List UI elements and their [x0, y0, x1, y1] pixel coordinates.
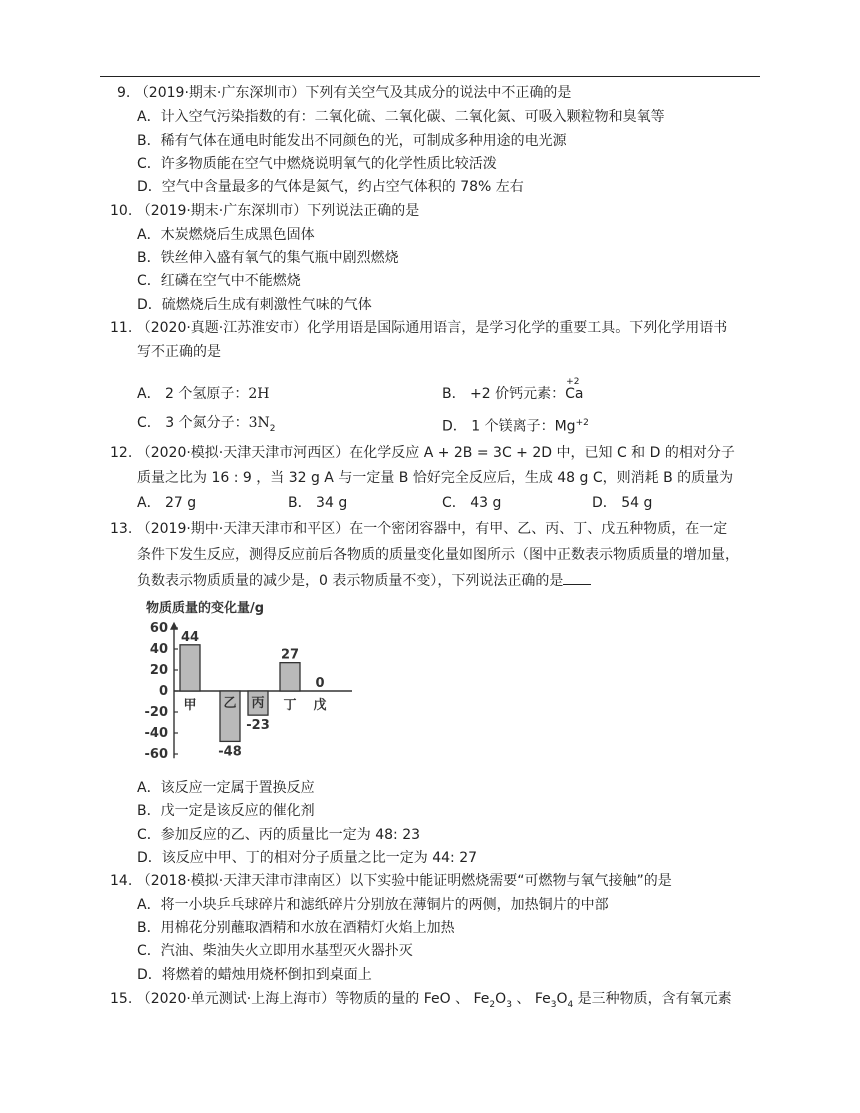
q11-line1	[110, 319, 727, 337]
q14-number: 14.	[110, 873, 133, 889]
q12-option-c[interactable]: C． 43 g	[442, 495, 502, 511]
q10-option-c[interactable]: C．红磷在空气中不能燃烧	[137, 273, 301, 289]
q10-number: 10.	[110, 203, 133, 219]
q11-c-label: C． 3 个氮分子：	[137, 415, 249, 431]
q13-option-d[interactable]: D．该反应中甲、丁的相对分子质量之比一定为 44: 27	[137, 850, 478, 866]
q12-option-d[interactable]: D． 54 g	[592, 495, 653, 511]
q15-stem-e: 是三种物质，含有氧元素	[573, 991, 732, 1007]
q12-option-a[interactable]: A． 27 g	[137, 495, 197, 511]
q11-c-formula: 3N	[248, 415, 270, 431]
q9-number: 9.	[117, 85, 131, 101]
q11-b-valence: +2	[566, 377, 580, 387]
category-label: 丁	[283, 698, 297, 713]
category-label: 戊	[313, 698, 327, 713]
q12-line1	[110, 444, 735, 462]
q15-sub-4: 4	[567, 999, 574, 1010]
q10-option-a[interactable]: A．木炭燃烧后生成黑色固体	[137, 227, 315, 243]
q15-number: 15.	[110, 991, 133, 1007]
value-label: 27	[280, 647, 300, 663]
q12-stem-1: （2020·模拟·天津天津市河西区）在化学反应 A + 2B = 3C + 2D 中，已知 C 和 D 的相对分子	[136, 445, 735, 461]
q13-stem-2: 条件下发生反应，测得反应前后各物质的质量变化量如图所示（图中正数表示物质质量的增加量，	[137, 547, 739, 563]
q14-option-b[interactable]: B．用棉花分别蘸取酒精和水放在酒精灯火焰上加热	[137, 920, 455, 936]
q13-stem-3-text: 负数表示物质质量的减少是，0 表示物质量不变），下列说法正确的是	[137, 573, 564, 589]
y-axis-arrow	[170, 622, 178, 630]
answer-blank[interactable]	[563, 572, 591, 585]
q11-option-a[interactable]	[137, 385, 270, 403]
y-tick-label: 20	[149, 663, 168, 678]
y-tick-label: -60	[144, 747, 168, 762]
category-label: 甲	[183, 698, 197, 713]
q12-option-b[interactable]: B． 34 g	[288, 495, 348, 511]
chart-body	[145, 621, 353, 762]
q11-b-formula: Ca	[565, 386, 584, 402]
q11-option-b[interactable]	[442, 377, 584, 403]
q15-sub-1: 2	[489, 999, 496, 1010]
value-label: -48	[218, 744, 242, 760]
q9-option-a[interactable]: A．计入空气污染指数的有：二氧化硫、二氧化碳、二氧化氮、可吸入颗粒物和臭氧等	[137, 109, 665, 125]
q9-option-c[interactable]: C．许多物质能在空气中燃烧说明氧气的化学性质比较活泼	[137, 156, 497, 172]
q13-option-a[interactable]: A．该反应一定属于置换反应	[137, 780, 315, 796]
y-tick-label: 40	[149, 642, 168, 657]
q13-option-b[interactable]: B．戊一定是该反应的催化剂	[137, 803, 315, 819]
q13-number: 13.	[110, 521, 133, 537]
q14-option-c[interactable]: C．汽油、柴油失火立即用水基型灭火器扑灭	[137, 943, 413, 959]
q11-number: 11.	[110, 320, 133, 336]
q14-option-d[interactable]: D．将燃着的蜡烛用烧杯倒扣到桌面上	[137, 967, 372, 983]
chart-title: 物质质量的变化量/g	[146, 601, 265, 616]
q12-number: 12.	[110, 445, 133, 461]
q12-stem-2: 质量之比为 16 : 9 ，当 32 g A 与一定量 B 恰好完全反应后，生成 48 g C，则消耗 B 的质量为	[137, 470, 734, 486]
value-label: 44	[180, 629, 200, 645]
bar-甲	[180, 645, 200, 691]
value-label: 0	[315, 676, 325, 691]
q11-c-subscript: 2	[269, 423, 276, 434]
q13-line1	[110, 520, 727, 538]
q13-option-c[interactable]: C．参加反应的乙、丙的质量比一定为 48: 23	[137, 827, 421, 843]
q9-option-b[interactable]: B．稀有气体在通电时能发出不同颜色的光，可制成多种用途的电光源	[137, 133, 567, 149]
y-tick-label: -20	[144, 705, 168, 720]
q15-stem-d: O	[556, 991, 568, 1007]
q11-stem-1: （2020·真题·江苏淮安市）化学用语是国际通用语言，是学习化学的重要工具。下列化学用语书	[136, 320, 728, 336]
bar-丁	[280, 663, 300, 691]
q11-d-formula: Mg	[554, 418, 576, 435]
value-label: -23	[246, 718, 270, 734]
q11-b-label: B． +2 价钙元素：	[442, 386, 566, 402]
q11-d-label: D． 1 个镁离子：	[442, 418, 555, 435]
q10-line	[110, 202, 419, 220]
q10-option-d[interactable]: D．硫燃烧后生成有刺激性气味的气体	[137, 297, 372, 313]
q14-line	[110, 872, 672, 890]
category-label: 乙	[223, 696, 237, 711]
q11-option-c[interactable]	[137, 414, 276, 438]
header-rule	[100, 76, 760, 77]
q13-stem-3	[137, 572, 591, 590]
q10-option-b[interactable]: B．铁丝伸入盛有氧气的集气瓶中剧烈燃烧	[137, 250, 399, 266]
y-tick-label: 60	[149, 621, 168, 636]
q15-sub-3: 3	[550, 999, 557, 1010]
y-tick-label: -40	[144, 726, 168, 741]
q15-line	[110, 990, 732, 1014]
q10-stem: （2019·期末·广东深圳市）下列说法正确的是	[136, 203, 420, 219]
y-tick-label: 0	[158, 684, 168, 699]
q9-line	[117, 84, 571, 102]
mass-change-chart	[128, 598, 363, 770]
q11-a-label: A． 2 个氢原子：	[137, 386, 249, 402]
q11-b-formula-wrap	[565, 377, 584, 403]
q15-stem-b: O	[495, 991, 507, 1007]
category-label: 丙	[251, 696, 265, 711]
q15-stem-a: （2020·单元测试·上海上海市）等物质的量的 FeO 、 Fe	[136, 991, 490, 1007]
q14-stem: （2018·模拟·天津天津市津南区）以下实验中能证明燃烧需要“可燃物与氧气接触”的是	[136, 873, 672, 889]
q15-sub-2: 3	[506, 999, 512, 1010]
q15-stem-c: 、 Fe	[511, 991, 551, 1007]
q9-option-d[interactable]: D．空气中含量最多的气体是氮气，约占空气体积的 78% 左右	[137, 179, 524, 195]
q11-stem-2: 写不正确的是	[137, 344, 221, 360]
q11-a-formula: 2H	[248, 386, 270, 402]
q11-option-d[interactable]	[442, 414, 589, 436]
q13-stem-1: （2019·期中·天津天津市和平区）在一个密闭容器中，有甲、乙、丙、丁、戊五种物质，在一定	[136, 521, 728, 537]
q9-stem: （2019·期末·广东深圳市）下列有关空气及其成分的说法中不正确的是	[134, 85, 572, 101]
q14-option-a[interactable]: A．将一小块乒乓球碎片和滤纸碎片分别放在薄铜片的两侧，加热铜片的中部	[137, 897, 609, 913]
q11-d-charge: +2	[575, 418, 589, 428]
